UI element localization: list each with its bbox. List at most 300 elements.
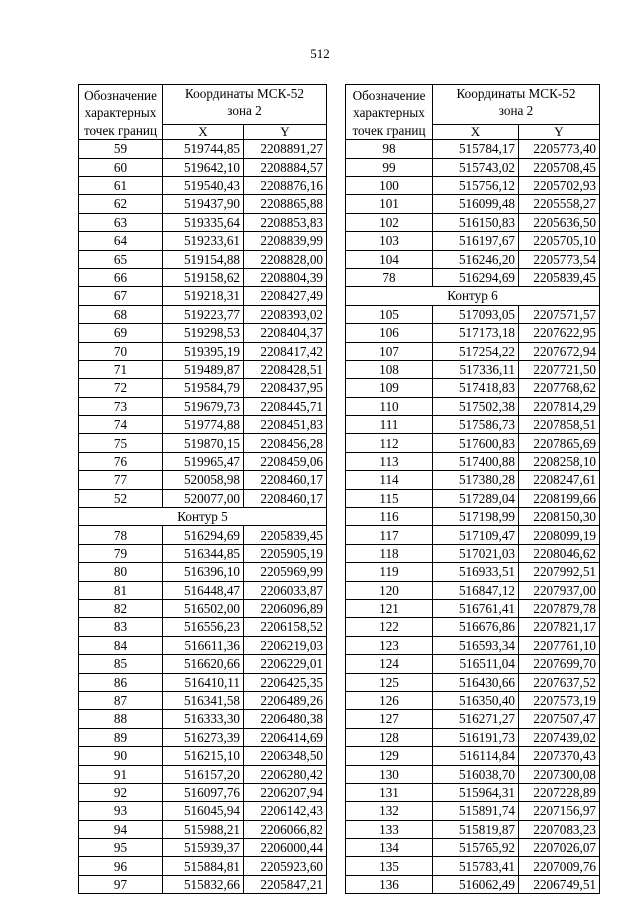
x-coordinate-cell: 516350,40: [433, 691, 519, 709]
x-coordinate-cell: 517109,47: [433, 526, 519, 544]
y-coordinate-cell: 2207879,78: [519, 599, 600, 617]
y-coordinate-cell: 2206414,69: [244, 728, 327, 746]
table-row: [79, 875, 327, 893]
table-row: [79, 728, 327, 746]
coordinates-column-header: [433, 85, 600, 125]
table-row: [346, 618, 600, 636]
x-coordinate-cell: 516676,86: [433, 618, 519, 636]
x-coordinate-cell: 515819,87: [433, 820, 519, 838]
x-coordinate-cell: 516556,23: [163, 618, 244, 636]
table-row: [346, 820, 600, 838]
table-row: [346, 544, 600, 562]
y-coordinate-cell: 2208828,00: [244, 250, 327, 268]
x-coordinate-cell: 519335,64: [163, 213, 244, 231]
page-number: 512: [310, 46, 330, 61]
y-coordinate-cell: 2208865,88: [244, 195, 327, 213]
table-row: [346, 875, 600, 893]
point-cell: 62: [79, 195, 163, 213]
y-coordinate-cell: 2207768,62: [519, 379, 600, 397]
y-coordinate-cell: 2205636,50: [519, 213, 600, 231]
y-coordinate-cell: 2208247,61: [519, 471, 600, 489]
point-cell: 64: [79, 232, 163, 250]
table-row: [79, 232, 327, 250]
y-coordinate-cell: 2207300,08: [519, 765, 600, 783]
table-body: [79, 85, 327, 894]
point-cell: 89: [79, 728, 163, 746]
y-coordinate-cell: 2205839,45: [244, 526, 327, 544]
y-coordinate-cell: 2207865,69: [519, 434, 600, 452]
y-coordinate-cell: 2208451,83: [244, 416, 327, 434]
x-column-header: X: [163, 124, 244, 140]
table-row: [79, 140, 327, 158]
x-coordinate-cell: 519298,53: [163, 324, 244, 342]
y-coordinate-cell: 2205969,99: [244, 563, 327, 581]
coordinates-table-left: [78, 84, 327, 894]
table-row: [346, 140, 600, 158]
y-column-header: Y: [519, 124, 600, 140]
x-coordinate-cell: 516333,30: [163, 710, 244, 728]
point-cell: 131: [346, 783, 433, 801]
table-row: [79, 710, 327, 728]
table-row: [346, 452, 600, 470]
x-coordinate-cell: 517400,88: [433, 452, 519, 470]
point-cell: 79: [79, 544, 163, 562]
x-coordinate-cell: 516620,66: [163, 655, 244, 673]
x-coordinate-cell: 517336,11: [433, 360, 519, 378]
x-coordinate-cell: 519233,61: [163, 232, 244, 250]
x-coordinate-cell: 519642,10: [163, 158, 244, 176]
table-row: [346, 471, 600, 489]
x-coordinate-cell: 515964,31: [433, 783, 519, 801]
x-coordinate-cell: 515756,12: [433, 177, 519, 195]
y-coordinate-cell: 2207083,23: [519, 820, 600, 838]
coordinates-table-right: [345, 84, 600, 894]
table-row: [346, 416, 600, 434]
point-cell: 110: [346, 397, 433, 415]
point-cell: 107: [346, 342, 433, 360]
point-cell: 124: [346, 655, 433, 673]
y-coordinate-cell: 2207573,19: [519, 691, 600, 709]
table-row: [79, 416, 327, 434]
y-coordinate-cell: 2208460,17: [244, 471, 327, 489]
header-row: [79, 85, 327, 125]
y-coordinate-cell: 2205705,10: [519, 232, 600, 250]
x-coordinate-cell: 515765,92: [433, 839, 519, 857]
point-cell: 63: [79, 213, 163, 231]
x-coordinate-cell: 517502,38: [433, 397, 519, 415]
y-coordinate-cell: 2208884,57: [244, 158, 327, 176]
point-cell: 66: [79, 268, 163, 286]
y-coordinate-cell: 2206142,43: [244, 802, 327, 820]
y-coordinate-cell: 2206000,44: [244, 839, 327, 857]
point-cell: 88: [79, 710, 163, 728]
y-coordinate-cell: 2208456,28: [244, 434, 327, 452]
point-column-header: [79, 85, 163, 140]
y-coordinate-cell: 2205773,40: [519, 140, 600, 158]
table-row: [79, 581, 327, 599]
point-cell: 95: [79, 839, 163, 857]
table-row: [346, 563, 600, 581]
y-coordinate-cell: 2206096,89: [244, 599, 327, 617]
y-coordinate-cell: 2206480,38: [244, 710, 327, 728]
point-cell: 127: [346, 710, 433, 728]
table-row: [79, 379, 327, 397]
x-coordinate-cell: 515939,37: [163, 839, 244, 857]
point-cell: 109: [346, 379, 433, 397]
y-coordinate-cell: 2205839,45: [519, 268, 600, 286]
table-row: [346, 765, 600, 783]
table-row: [79, 360, 327, 378]
header-line: зона 2: [227, 103, 262, 119]
x-coordinate-cell: 515832,66: [163, 875, 244, 893]
x-coordinate-cell: 515743,02: [433, 158, 519, 176]
section-row: [346, 287, 600, 305]
point-cell: 113: [346, 452, 433, 470]
point-cell: 76: [79, 452, 163, 470]
x-coordinate-cell: 519744,85: [163, 140, 244, 158]
y-coordinate-cell: 2208393,02: [244, 305, 327, 323]
point-cell: 135: [346, 857, 433, 875]
table-row: [346, 526, 600, 544]
point-cell: 96: [79, 857, 163, 875]
y-coordinate-cell: 2207992,51: [519, 563, 600, 581]
y-coordinate-cell: 2208427,49: [244, 287, 327, 305]
point-cell: 130: [346, 765, 433, 783]
x-coordinate-cell: 516511,04: [433, 655, 519, 673]
y-coordinate-cell: 2205905,19: [244, 544, 327, 562]
header-line: точек границ: [83, 122, 158, 138]
y-coordinate-cell: 2206033,87: [244, 581, 327, 599]
y-coordinate-cell: 2208437,95: [244, 379, 327, 397]
x-coordinate-cell: 517021,03: [433, 544, 519, 562]
table-row: [79, 195, 327, 213]
point-cell: 103: [346, 232, 433, 250]
x-coordinate-cell: 519158,62: [163, 268, 244, 286]
table-row: [346, 728, 600, 746]
table-row: [79, 471, 327, 489]
header-line: Координаты МСК-52: [456, 86, 576, 101]
y-coordinate-cell: 2207821,17: [519, 618, 600, 636]
point-cell: 114: [346, 471, 433, 489]
y-coordinate-cell: 2207026,07: [519, 839, 600, 857]
x-coordinate-cell: 516215,10: [163, 747, 244, 765]
table-row: [346, 305, 600, 323]
table-row: [346, 857, 600, 875]
y-coordinate-cell: 2207009,76: [519, 857, 600, 875]
x-coordinate-cell: 519870,15: [163, 434, 244, 452]
x-coordinate-cell: 519154,88: [163, 250, 244, 268]
point-cell: 84: [79, 636, 163, 654]
point-cell: 100: [346, 177, 433, 195]
table-row: [79, 655, 327, 673]
point-cell: 125: [346, 673, 433, 691]
x-coordinate-cell: 515784,17: [433, 140, 519, 158]
table-row: [346, 342, 600, 360]
x-coordinate-cell: 516593,34: [433, 636, 519, 654]
table-row: [79, 250, 327, 268]
y-coordinate-cell: 2208891,27: [244, 140, 327, 158]
point-cell: 91: [79, 765, 163, 783]
table-row: [79, 452, 327, 470]
y-coordinate-cell: 2207761,10: [519, 636, 600, 654]
table-row: [79, 305, 327, 323]
table-row: [346, 213, 600, 231]
table-row: [79, 802, 327, 820]
y-coordinate-cell: 2208046,62: [519, 544, 600, 562]
point-cell: 61: [79, 177, 163, 195]
x-coordinate-cell: 516430,66: [433, 673, 519, 691]
point-cell: 90: [79, 747, 163, 765]
y-coordinate-cell: 2206280,42: [244, 765, 327, 783]
table-row: [346, 379, 600, 397]
y-coordinate-cell: 2208258,10: [519, 452, 600, 470]
point-cell: 98: [346, 140, 433, 158]
x-coordinate-cell: 517254,22: [433, 342, 519, 360]
table-row: [79, 324, 327, 342]
point-cell: 65: [79, 250, 163, 268]
x-coordinate-cell: 519679,73: [163, 397, 244, 415]
x-coordinate-cell: 517418,83: [433, 379, 519, 397]
section-row: [79, 508, 327, 526]
point-cell: 71: [79, 360, 163, 378]
x-coordinate-cell: 516410,11: [163, 673, 244, 691]
y-coordinate-cell: 2207228,89: [519, 783, 600, 801]
table-row: [346, 802, 600, 820]
y-coordinate-cell: 2208853,83: [244, 213, 327, 231]
table-row: [346, 177, 600, 195]
x-coordinate-cell: 519774,88: [163, 416, 244, 434]
section-label: Контур 6: [346, 287, 600, 305]
table-row: [346, 232, 600, 250]
y-coordinate-cell: 2208199,66: [519, 489, 600, 507]
y-coordinate-cell: 2208150,30: [519, 508, 600, 526]
point-cell: 105: [346, 305, 433, 323]
x-coordinate-cell: 519584,79: [163, 379, 244, 397]
x-coordinate-cell: 519395,19: [163, 342, 244, 360]
x-coordinate-cell: 516502,00: [163, 599, 244, 617]
y-coordinate-cell: 2206749,51: [519, 875, 600, 893]
point-cell: 132: [346, 802, 433, 820]
x-coordinate-cell: 516045,94: [163, 802, 244, 820]
y-coordinate-cell: 2208839,99: [244, 232, 327, 250]
point-cell: 119: [346, 563, 433, 581]
point-cell: 122: [346, 618, 433, 636]
point-cell: 97: [79, 875, 163, 893]
point-cell: 52: [79, 489, 163, 507]
y-coordinate-cell: 2208428,51: [244, 360, 327, 378]
point-cell: 126: [346, 691, 433, 709]
table-row: [346, 581, 600, 599]
point-column-header: [346, 85, 433, 140]
point-cell: 120: [346, 581, 433, 599]
table-row: [346, 783, 600, 801]
header-line: Обозначение: [352, 88, 426, 103]
x-coordinate-cell: 515884,81: [163, 857, 244, 875]
y-coordinate-cell: 2207370,43: [519, 747, 600, 765]
table-row: [346, 324, 600, 342]
header-line: зона 2: [498, 103, 534, 119]
table-row: [346, 691, 600, 709]
point-cell: 73: [79, 397, 163, 415]
table-row: [346, 489, 600, 507]
x-coordinate-cell: 517586,73: [433, 416, 519, 434]
x-coordinate-cell: 516157,20: [163, 765, 244, 783]
y-coordinate-cell: 2206219,03: [244, 636, 327, 654]
x-coordinate-cell: 516341,58: [163, 691, 244, 709]
table-row: [79, 177, 327, 195]
table-row: [346, 158, 600, 176]
x-coordinate-cell: 516294,69: [163, 526, 244, 544]
table-row: [79, 618, 327, 636]
table-row: [79, 839, 327, 857]
point-cell: 123: [346, 636, 433, 654]
table-row: [346, 655, 600, 673]
table-row: [79, 857, 327, 875]
table-row: [79, 544, 327, 562]
point-cell: 70: [79, 342, 163, 360]
x-coordinate-cell: 516344,85: [163, 544, 244, 562]
table-row: [346, 397, 600, 415]
y-coordinate-cell: 2207507,47: [519, 710, 600, 728]
y-coordinate-cell: 2207858,51: [519, 416, 600, 434]
y-coordinate-cell: 2206207,94: [244, 783, 327, 801]
point-cell: 99: [346, 158, 433, 176]
point-cell: 128: [346, 728, 433, 746]
table-row: [79, 820, 327, 838]
table-row: [79, 599, 327, 617]
y-coordinate-cell: 2207937,00: [519, 581, 600, 599]
table-row: [346, 710, 600, 728]
x-coordinate-cell: 516933,51: [433, 563, 519, 581]
table-row: [346, 599, 600, 617]
table-row: [79, 342, 327, 360]
x-coordinate-cell: 517289,04: [433, 489, 519, 507]
x-coordinate-cell: 517380,28: [433, 471, 519, 489]
header-line: характерных: [353, 105, 425, 121]
section-label: Контур 5: [79, 508, 327, 526]
table-row: [79, 287, 327, 305]
point-cell: 82: [79, 599, 163, 617]
y-coordinate-cell: 2206425,35: [244, 673, 327, 691]
y-coordinate-cell: 2205708,45: [519, 158, 600, 176]
x-coordinate-cell: 516099,48: [433, 195, 519, 213]
x-coordinate-cell: 516062,49: [433, 875, 519, 893]
x-coordinate-cell: 519223,77: [163, 305, 244, 323]
point-cell: 86: [79, 673, 163, 691]
point-cell: 69: [79, 324, 163, 342]
table-row: [346, 268, 600, 286]
y-coordinate-cell: 2208445,71: [244, 397, 327, 415]
y-coordinate-cell: 2207637,52: [519, 673, 600, 691]
point-cell: 93: [79, 802, 163, 820]
point-cell: 121: [346, 599, 433, 617]
point-cell: 133: [346, 820, 433, 838]
y-coordinate-cell: 2208804,39: [244, 268, 327, 286]
y-coordinate-cell: 2208404,37: [244, 324, 327, 342]
x-coordinate-cell: 515988,21: [163, 820, 244, 838]
table-row: [346, 360, 600, 378]
y-coordinate-cell: 2205923,60: [244, 857, 327, 875]
x-coordinate-cell: 516097,76: [163, 783, 244, 801]
table-row: [79, 489, 327, 507]
point-cell: 78: [79, 526, 163, 544]
point-cell: 77: [79, 471, 163, 489]
y-coordinate-cell: 2208099,19: [519, 526, 600, 544]
table-row: [79, 158, 327, 176]
point-cell: 60: [79, 158, 163, 176]
y-coordinate-cell: 2208876,16: [244, 177, 327, 195]
point-cell: 85: [79, 655, 163, 673]
point-cell: 75: [79, 434, 163, 452]
table-row: [79, 783, 327, 801]
point-cell: 78: [346, 268, 433, 286]
y-coordinate-cell: 2207156,97: [519, 802, 600, 820]
y-coordinate-cell: 2206066,82: [244, 820, 327, 838]
point-cell: 68: [79, 305, 163, 323]
x-coordinate-cell: 517173,18: [433, 324, 519, 342]
coordinates-column-header: [163, 85, 327, 125]
point-cell: 80: [79, 563, 163, 581]
x-coordinate-cell: 515783,41: [433, 857, 519, 875]
x-column-header: X: [433, 124, 519, 140]
header-line: точек границ: [352, 122, 426, 138]
point-cell: 111: [346, 416, 433, 434]
point-cell: 112: [346, 434, 433, 452]
point-cell: 134: [346, 839, 433, 857]
table-row: [346, 839, 600, 857]
point-cell: 94: [79, 820, 163, 838]
header-row: [346, 85, 600, 125]
x-coordinate-cell: 520058,98: [163, 471, 244, 489]
y-coordinate-cell: 2205702,93: [519, 177, 600, 195]
point-cell: 59: [79, 140, 163, 158]
point-cell: 116: [346, 508, 433, 526]
x-coordinate-cell: 516294,69: [433, 268, 519, 286]
y-coordinate-cell: 2206348,50: [244, 747, 327, 765]
x-coordinate-cell: 516114,84: [433, 747, 519, 765]
header-line: характерных: [84, 105, 157, 121]
y-coordinate-cell: 2207814,29: [519, 397, 600, 415]
x-coordinate-cell: 516847,12: [433, 581, 519, 599]
x-coordinate-cell: 516038,70: [433, 765, 519, 783]
point-cell: 72: [79, 379, 163, 397]
y-coordinate-cell: 2207672,94: [519, 342, 600, 360]
x-coordinate-cell: 519965,47: [163, 452, 244, 470]
table-row: [346, 636, 600, 654]
y-coordinate-cell: 2206158,52: [244, 618, 327, 636]
header-line: Обозначение: [84, 88, 157, 103]
y-coordinate-cell: 2208459,06: [244, 452, 327, 470]
point-cell: 115: [346, 489, 433, 507]
table-row: [79, 563, 327, 581]
table-row: [79, 747, 327, 765]
table-row: [346, 673, 600, 691]
point-cell: 136: [346, 875, 433, 893]
point-cell: 108: [346, 360, 433, 378]
x-coordinate-cell: 519218,31: [163, 287, 244, 305]
point-cell: 101: [346, 195, 433, 213]
x-coordinate-cell: 516191,73: [433, 728, 519, 746]
table-row: [79, 673, 327, 691]
point-cell: 83: [79, 618, 163, 636]
y-coordinate-cell: 2208417,42: [244, 342, 327, 360]
x-coordinate-cell: 520077,00: [163, 489, 244, 507]
point-cell: 81: [79, 581, 163, 599]
x-coordinate-cell: 516271,27: [433, 710, 519, 728]
x-coordinate-cell: 516246,20: [433, 250, 519, 268]
point-cell: 106: [346, 324, 433, 342]
y-coordinate-cell: 2208460,17: [244, 489, 327, 507]
